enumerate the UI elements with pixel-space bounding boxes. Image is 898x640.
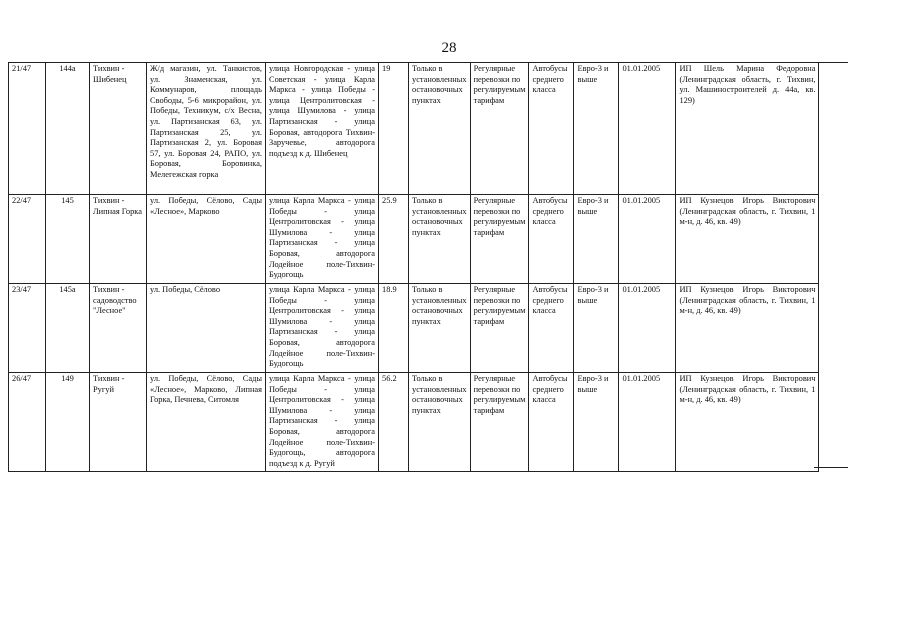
length-cell: 19 <box>379 63 409 195</box>
carrier-cell: ИП Кузнецов Игорь Викторович (Ленинградская область, г. Тихвин, 1 м-н, д. 46, кв. 49) <box>676 373 819 472</box>
empty-cell <box>819 195 874 284</box>
start-date-cell: 01.01.2005 <box>619 284 676 373</box>
stop-mode-cell: Только в установленных остановочных пунктах <box>409 63 471 195</box>
stops-cell: ул. Победы, Сёлово <box>147 284 266 373</box>
start-date-cell: 01.01.2005 <box>619 373 676 472</box>
empty-cell <box>819 284 874 373</box>
length-cell: 18.9 <box>379 284 409 373</box>
table-row <box>9 373 874 472</box>
route-name-cell: Тихвин - Ругуй <box>90 373 147 472</box>
stop-mode-cell: Только в установленных остановочных пунктах <box>409 195 471 284</box>
reg-number-cell: 23/47 <box>9 284 46 373</box>
transport-type-cell: Регулярные перевозки по регулируемым тарифам <box>470 195 529 284</box>
eco-class-cell: Евро-3 и выше <box>574 195 619 284</box>
route-number-cell: 144а <box>46 63 90 195</box>
route-name-cell: Тихвин - садоводство "Лесное" <box>90 284 147 373</box>
table-row <box>9 195 874 284</box>
carrier-cell: ИП Кузнецов Игорь Викторович (Ленинградская область, г. Тихвин, 1 м-н, д. 46, кв. 49) <box>676 195 819 284</box>
vehicle-cell: Автобусы среднего класса <box>529 63 574 195</box>
stops-cell: ул. Победы, Сёлово, Сады «Лесное», Марково, Липная Горка, Печнева, Ситомля <box>147 373 266 472</box>
carrier-cell: ИП Шель Марина Федоровна (Ленинградская область, г. Тихвин, ул. Машиностроителей д. 44а, кв. 129) <box>676 63 819 195</box>
vehicle-cell: Автобусы среднего класса <box>529 195 574 284</box>
carrier-cell: ИП Кузнецов Игорь Викторович (Ленинградская область, г. Тихвин, 1 м-н, д. 46, кв. 49) <box>676 284 819 373</box>
start-date-cell: 01.01.2005 <box>619 63 676 195</box>
length-cell: 25.9 <box>379 195 409 284</box>
stop-mode-cell: Только в установленных остановочных пунктах <box>409 284 471 373</box>
stops-cell: Ж/д магазин, ул. Танкистов, ул. Знаменская, ул. Коммунаров, площадь Свободы, 5-6 микрорайон, ул. Победы, Техникум, с/х Весна, ул. Партизанская 63, ул. Партизанская 25, ул. Партизанская 2, ул. Боровая 57, ул. Боровая 24, РАПО, ул. Боровая, Боровинка, Мелегежская горка <box>147 63 266 195</box>
route-number-cell: 145а <box>46 284 90 373</box>
vehicle-cell: Автобусы среднего класса <box>529 284 574 373</box>
table-edge-line <box>814 62 848 63</box>
empty-cell <box>819 373 874 472</box>
streets-cell: улица Новгородская - улица Советская - улица Карла Маркса - улица Победы - улица Центролитовская - улица Шумилова - улица Партизанская - улица Боровая, автодорога Тихвин-Заручевье, автодорога подъезд к д. Шибенец <box>266 63 379 195</box>
transport-type-cell: Регулярные перевозки по регулируемым тарифам <box>470 63 529 195</box>
route-name-cell: Тихвин - Липная Горка <box>90 195 147 284</box>
empty-cell <box>819 63 874 195</box>
route-number-cell: 145 <box>46 195 90 284</box>
eco-class-cell: Евро-3 и выше <box>574 284 619 373</box>
streets-cell: улица Карла Маркса - улица Победы - улица Центролитовская - улица Шумилова - улица Партизанская - улица Боровая, автодорога Лодейное поле-Тихвин-Будогощь <box>266 284 379 373</box>
transport-type-cell: Регулярные перевозки по регулируемым тарифам <box>470 284 529 373</box>
page-number: 28 <box>441 40 457 56</box>
streets-cell: улица Карла Маркса - улица Победы - улица Центролитовская - улица Шумилова - улица Партизанская - улица Боровая, автодорога Лодейное поле-Тихвин-Будогощь <box>266 195 379 284</box>
route-name-cell: Тихвин - Шибенец <box>90 63 147 195</box>
route-number-cell: 149 <box>46 373 90 472</box>
routes-table <box>8 62 874 472</box>
stops-cell: ул. Победы, Сёлово, Сады «Лесное», Марково <box>147 195 266 284</box>
transport-type-cell: Регулярные перевозки по регулируемым тарифам <box>470 373 529 472</box>
eco-class-cell: Евро-3 и выше <box>574 373 619 472</box>
start-date-cell: 01.01.2005 <box>619 195 676 284</box>
table-row <box>9 63 874 195</box>
reg-number-cell: 26/47 <box>9 373 46 472</box>
length-cell: 56.2 <box>379 373 409 472</box>
stop-mode-cell: Только в установленных остановочных пунктах <box>409 373 471 472</box>
eco-class-cell: Евро-3 и выше <box>574 63 619 195</box>
table-edge-line <box>814 467 848 468</box>
streets-cell: улица Карла Маркса - улица Победы - улица Центролитовская - улица Шумилова - улица Партизанская - улица Боровая, автодорога Лодейное поле-Тихвин-Будогощь, автодорога подъезд к д. Ругуй <box>266 373 379 472</box>
reg-number-cell: 22/47 <box>9 195 46 284</box>
table-row <box>9 284 874 373</box>
reg-number-cell: 21/47 <box>9 63 46 195</box>
vehicle-cell: Автобусы среднего класса <box>529 373 574 472</box>
